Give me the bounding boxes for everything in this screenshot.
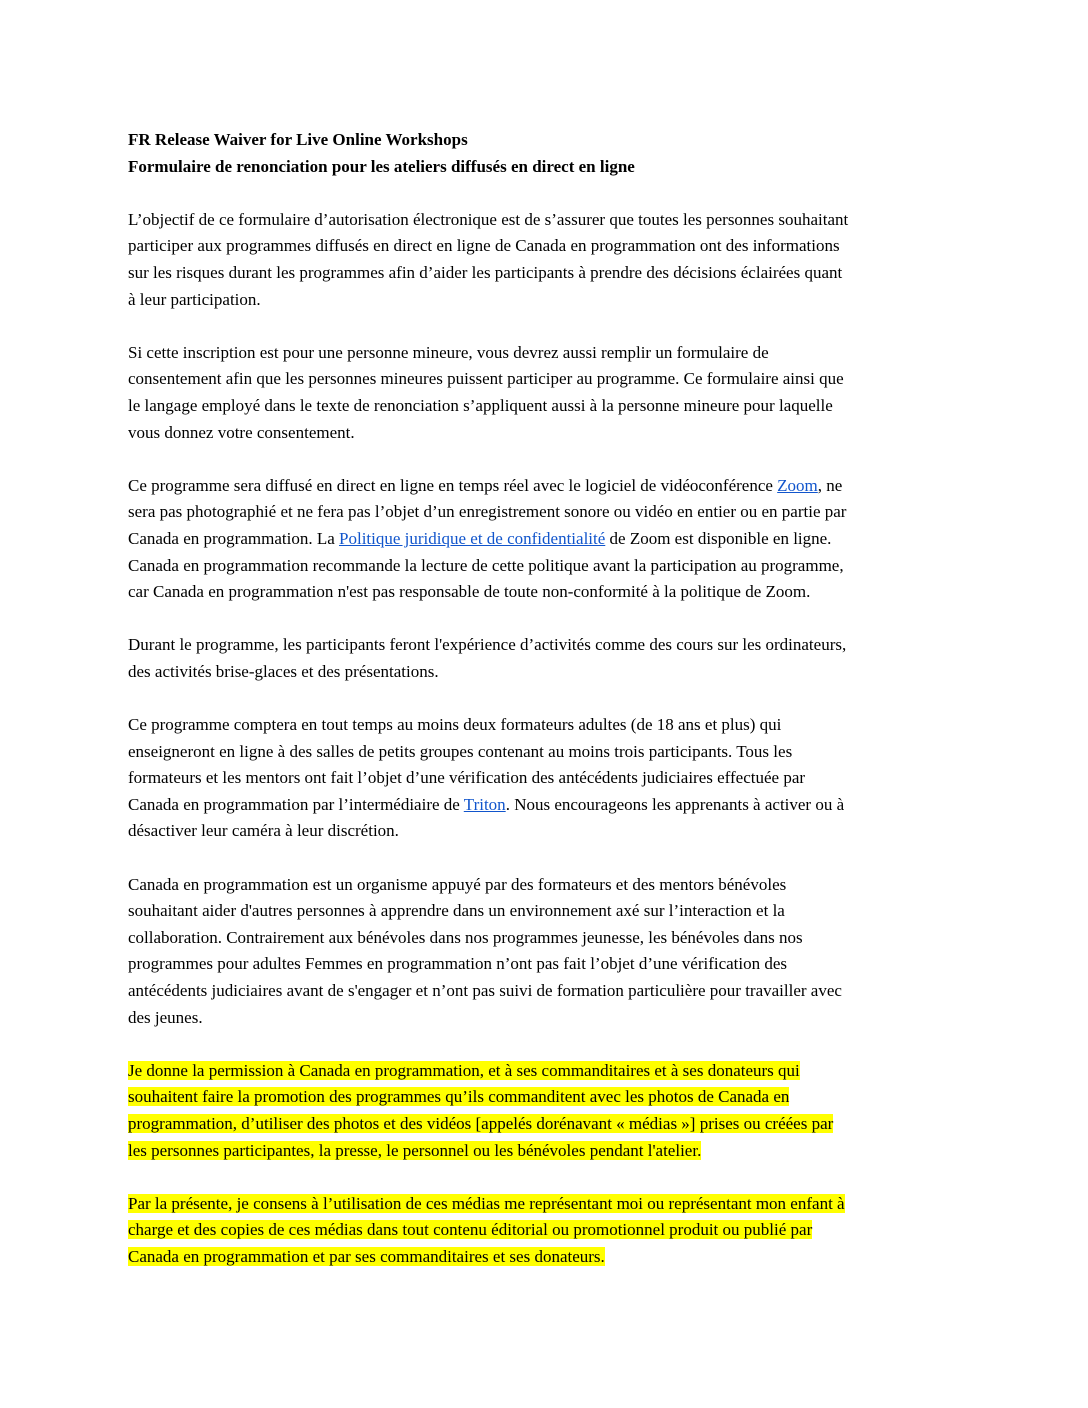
text-line: consentement afin que les personnes mineures puissent participer au programme. Ce formulaire ainsi que <box>128 369 844 389</box>
document-title-fr: Formulaire de renonciation pour les ateliers diffusés en direct en ligne <box>128 156 635 176</box>
text-line: car Canada en programmation n'est pas responsable de toute non-conformité à la politique de Zoom. <box>128 582 811 602</box>
highlighted-line <box>128 1191 964 1218</box>
highlighted-line <box>128 1084 964 1111</box>
highlighted-text: souhaitent faire la promotion des programmes qu’ils commanditent avec les photos de Canada en <box>128 1087 790 1107</box>
paragraph-minor-consent <box>128 340 964 446</box>
text-line: Durant le programme, les participants feront l'expérience d’activités comme des cours sur les ordinateurs, <box>128 635 847 655</box>
highlighted-line <box>128 1111 964 1138</box>
paragraph-volunteers <box>128 872 964 1032</box>
text-line: vous donnez votre consentement. <box>128 422 355 442</box>
paragraph-media-consent <box>128 1191 964 1271</box>
highlighted-line <box>128 1058 964 1085</box>
highlighted-text: les personnes participantes, la presse, le personnel ou les bénévoles pendant l'atelier. <box>128 1140 702 1160</box>
text-line: sur les risques durant les programmes afin d’aider les participants à prendre des décisions éclairées quant <box>128 262 843 282</box>
text-line: souhaitant aider d'autres personnes à apprendre dans un environnement axé sur l’interaction et la <box>128 901 785 921</box>
paragraph-activities <box>128 632 964 685</box>
paragraph-trainers <box>128 712 964 845</box>
paragraph-zoom <box>128 473 964 606</box>
text-segment: Ce programme sera diffusé en direct en ligne en temps réel avec le logiciel de vidéoconférence <box>128 475 778 495</box>
text-line <box>128 526 964 553</box>
text-line: le langage employé dans le texte de renonciation s’appliquent aussi à la personne mineure pour laquelle <box>128 395 833 415</box>
text-line: désactiver leur caméra à leur discrétion. <box>128 821 399 841</box>
paragraph-media-permission <box>128 1058 964 1164</box>
text-segment: de Zoom est disponible en ligne. <box>605 528 832 548</box>
zoom-link[interactable]: Zoom <box>777 475 818 495</box>
text-line: enseigneront en ligne à des salles de petits groupes contenant au moins trois participants. Tous les <box>128 741 793 761</box>
text-line <box>128 792 964 819</box>
text-line: participer aux programmes diffusés en direct en ligne de Canada en programmation ont des informations <box>128 236 840 256</box>
paragraph-purpose <box>128 207 964 313</box>
text-segment: , ne <box>817 475 843 495</box>
text-segment: . Nous encourageons les apprenants à activer ou à <box>505 794 845 814</box>
text-line: antécédents judiciaires avant de s'engager et n’ont pas suivi de formation particulière pour travailler avec <box>128 981 842 1000</box>
text-line: Si cette inscription est pour une personne mineure, vous devrez aussi remplir un formulaire de <box>128 342 769 362</box>
highlighted-line <box>128 1244 964 1271</box>
highlighted-text: Par la présente, je consens à l’utilisation de ces médias me représentant moi ou représentant mon enfant à <box>128 1193 845 1213</box>
spacer <box>128 180 964 207</box>
text-line: collaboration. Contrairement aux bénévoles dans nos programmes jeunesse, les bénévoles dans nos <box>128 927 803 947</box>
highlighted-text: charge et des copies de ces médias dans tout contenu éditorial ou promotionnel produit ou publié par <box>128 1220 813 1240</box>
text-line: L’objectif de ce formulaire d’autorisation électronique est de s’assurer que toutes les personnes souhaitant <box>128 209 849 229</box>
text-line: programmes pour adultes Femmes en programmation n’ont pas fait l’objet d’une vérification des <box>128 954 788 974</box>
text-line: à leur participation. <box>128 289 261 309</box>
highlighted-line <box>128 1217 964 1244</box>
document-body <box>128 127 964 1297</box>
highlighted-text: Je donne la permission à Canada en programmation, et à ses commanditaires et à ses donateurs qui <box>128 1060 800 1080</box>
privacy-policy-link[interactable]: Politique juridique et de confidentialité <box>339 528 606 548</box>
highlighted-text: Canada en programmation et par ses commanditaires et ses donateurs. <box>128 1246 605 1266</box>
triton-link[interactable]: Triton <box>463 794 506 814</box>
text-segment: Canada en programmation par l’intermédiaire de <box>128 794 464 814</box>
text-line: Canada en programmation est un organisme appuyé par des formateurs et des mentors bénévoles <box>128 874 787 894</box>
text-line <box>128 473 964 500</box>
text-line: Ce programme comptera en tout temps au moins deux formateurs adultes (de 18 ans et plus) qui <box>128 715 782 735</box>
highlighted-line <box>128 1138 964 1165</box>
highlighted-text: programmation, d’utiliser des photos et des vidéos [appelés dorénavant « médias »] prises ou créées par <box>128 1113 834 1133</box>
text-line: formateurs et les mentors ont fait l’objet d’une vérification des antécédents judiciaires effectuée par <box>128 768 806 788</box>
text-line: Canada en programmation recommande la lecture de cette politique avant la participation au programme, <box>128 555 844 575</box>
document-title-en: FR Release Waiver for Live Online Workshops <box>128 130 468 149</box>
text-line: sera pas photographié et ne fera pas l’objet d’un enregistrement sonore ou vidéo en entier ou en partie par <box>128 502 847 522</box>
text-segment: Canada en programmation. La <box>128 528 340 548</box>
text-line: des jeunes. <box>128 1007 203 1027</box>
text-line: des activités brise-glaces et des présentations. <box>128 661 439 681</box>
